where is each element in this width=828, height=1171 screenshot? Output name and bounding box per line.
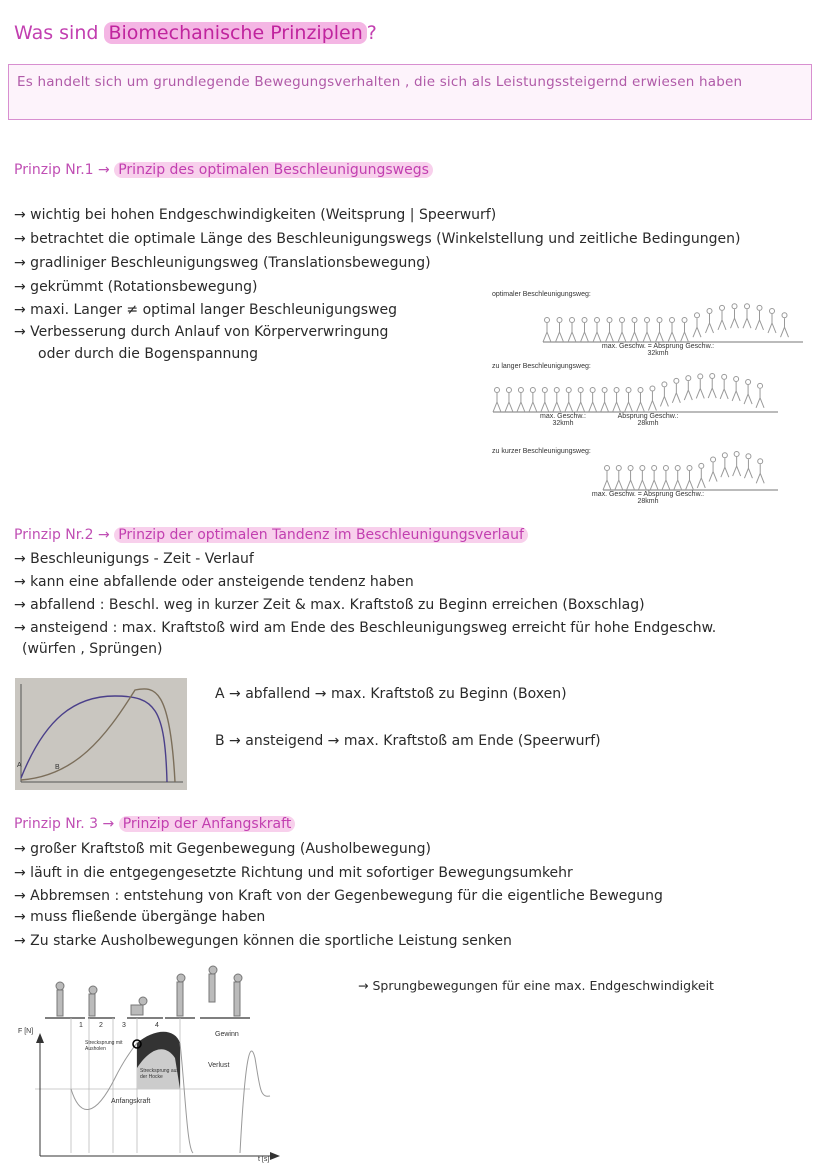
fig-long-takeoff-label: Absprung Geschw.: — [617, 413, 679, 420]
jumper-figure — [616, 466, 621, 471]
initial-force-label: Anfangskraft — [111, 1098, 151, 1105]
jumper-figure — [758, 459, 763, 464]
jumper-figure — [645, 318, 650, 323]
fig-long-max — [533, 413, 593, 427]
jumper-figure — [746, 380, 751, 385]
jumper-figure — [745, 304, 750, 309]
p1-bullet: → Verbesserung durch Anlauf von Körperverwringung — [14, 324, 389, 340]
jumper-figure — [529, 393, 537, 412]
jumper-figure — [744, 459, 752, 478]
jumper-figure — [603, 471, 611, 490]
jumper-figure — [674, 378, 679, 383]
jumper-figure — [708, 379, 716, 398]
p1-bullet: → gekrümmt (Rotationsbewegung) — [14, 279, 258, 295]
jumper-figure — [732, 304, 737, 309]
jumper-figure — [627, 471, 635, 490]
jumper-figure — [681, 323, 689, 342]
p1-name: Prinzip des optimalen Beschleunigungswegs — [114, 162, 433, 178]
fig-label-optimal: optimaler Beschleunigungsweg: — [492, 291, 591, 298]
jumper-figure — [722, 453, 727, 458]
gain-label: Gewinn — [215, 1031, 239, 1038]
jumper-figure — [656, 323, 664, 342]
jumper-figure — [582, 318, 587, 323]
jumper-figure — [648, 392, 656, 411]
tendency-graph-photo — [15, 678, 187, 790]
jumper-figure — [542, 388, 547, 393]
jumper-figure — [613, 393, 621, 412]
jumper-figure — [733, 457, 741, 476]
p3-note: → Sprungbewegungen für eine max. Endgeschwindigkeit — [358, 978, 714, 993]
title-prefix: Was sind — [14, 22, 99, 44]
jumper-figure — [632, 318, 637, 323]
title-suffix: ? — [366, 22, 377, 44]
jumper-figure — [493, 393, 501, 412]
p2-bullet: (würfen , Sprüngen) — [22, 641, 163, 657]
title-highlight: Biomechanische Prinziplen — [104, 22, 366, 44]
jumper-figure — [626, 388, 631, 393]
jumper-figure — [640, 466, 645, 471]
jumper-figure — [620, 318, 625, 323]
jumper-figure — [746, 454, 751, 459]
jumper-figure — [743, 309, 751, 328]
jumper-figure — [720, 305, 725, 310]
jumper-figure — [577, 393, 585, 412]
jumper-figure — [495, 388, 500, 393]
p2-note-b: B → ansteigend → max. Kraftstoß am Ende (Speerwurf) — [215, 733, 601, 749]
fig-label-short: zu kurzer Beschleunigungsweg: — [492, 448, 591, 455]
squat-jump-label: Strecksprung aus der Hocke — [140, 1068, 179, 1080]
p3-bullet: → großer Kraftstoß mit Gegenbewegung (Ausholbewegung) — [14, 841, 431, 857]
jumper-figure — [707, 309, 712, 314]
phase-label: 1 — [79, 1022, 83, 1029]
jumper-figure — [578, 388, 583, 393]
jumper-figure — [628, 466, 633, 471]
jumper-figure — [693, 318, 701, 337]
fig-optimal-speed — [598, 343, 718, 357]
p3-bullet: → Abbremsen : entstehung von Kraft von der Gegenbewegung für die eigentliche Bewegung — [14, 888, 663, 904]
jumper-figure — [660, 387, 668, 406]
jumper-figure — [581, 323, 589, 342]
jumper-figure — [696, 379, 704, 398]
acceleration-path-figure — [488, 285, 818, 510]
jumper-figure — [781, 318, 789, 337]
jumper-figure — [731, 309, 739, 328]
jumper-figure — [565, 393, 573, 412]
jumper-figure — [590, 388, 595, 393]
jumper-figure — [506, 388, 511, 393]
p2-heading — [14, 527, 528, 543]
jumper-figure — [782, 313, 787, 318]
jumper-figure — [697, 469, 705, 488]
loss-label: Verlust — [208, 1062, 230, 1069]
jumper-figure — [756, 311, 764, 330]
jumper-figure — [670, 318, 675, 323]
jumper-figure — [721, 458, 729, 477]
jumper-figure — [625, 393, 633, 412]
p2-bullet: → Beschleunigungs - Zeit - Verlauf — [14, 551, 254, 567]
p1-bullet: → wichtig bei hohen Endgeschwindigkeiten (Weitsprung | Speerwurf) — [14, 207, 497, 223]
jumper-figure — [757, 305, 762, 310]
jumper-figure — [682, 318, 687, 323]
jumper-figure — [605, 466, 610, 471]
p1-label: Prinzip Nr.1 → — [14, 162, 110, 178]
fig-long-max-value: 32kmh — [552, 420, 574, 427]
p2-bullet: → ansteigend : max. Kraftstoß wird am Ende des Beschleunigungsweg erreicht für hohe Endgeschw. — [14, 620, 717, 636]
fig-long-takeoff-value: 28kmh — [637, 420, 659, 427]
jumper-figure — [556, 323, 564, 342]
jumper-figure — [566, 388, 571, 393]
jumper-figure — [543, 323, 551, 342]
jumper-figure — [674, 471, 682, 490]
jumper-figure — [734, 452, 739, 457]
jumper-figure — [570, 318, 575, 323]
jumper-figure — [756, 464, 764, 483]
jumper-figure — [636, 393, 644, 412]
phase-label: 2 — [99, 1022, 103, 1029]
fig-optimal-speed-label: max. Geschw. = Absprung Geschw.: — [601, 343, 715, 350]
jumper-figure — [770, 309, 775, 314]
jumper-figure — [695, 313, 700, 318]
x-axis-label: t [s] — [258, 1156, 270, 1163]
jumper-figure — [631, 323, 639, 342]
jumper-figure — [768, 314, 776, 333]
fig-long-takeoff — [613, 413, 683, 427]
jumper-figure — [722, 374, 727, 379]
jumper-figure — [662, 382, 667, 387]
jumper-figure — [602, 388, 607, 393]
p3-bullet: → Zu starke Ausholbewegungen können die sportliche Leistung senken — [14, 933, 512, 949]
jumper-figure — [663, 466, 668, 471]
curve-a-label: A — [17, 762, 22, 769]
jumper-figure — [687, 466, 692, 471]
jumper-figure — [638, 471, 646, 490]
jumper-figure — [614, 388, 619, 393]
jumper-figure — [638, 388, 643, 393]
jumper-figure — [686, 471, 694, 490]
jumper-figure — [545, 318, 550, 323]
jumper-figure — [657, 318, 662, 323]
jumper-figure — [709, 463, 717, 482]
p2-label: Prinzip Nr.2 → — [14, 527, 110, 543]
jumper-figure — [505, 393, 513, 412]
p3-bullet: → muss fließende übergänge haben — [14, 909, 266, 925]
jumper-figure — [517, 393, 525, 412]
fig-optimal-speed-value: 32kmh — [647, 350, 669, 357]
jumper-figure — [518, 388, 523, 393]
p1-bullet: → maxi. Langer ≠ optimal langer Beschleunigungsweg — [14, 302, 398, 318]
jumper-figure — [718, 311, 726, 330]
tendency-curves — [15, 678, 187, 790]
jumper-figure — [589, 393, 597, 412]
jumper-figure — [615, 471, 623, 490]
jumper-figure — [553, 393, 561, 412]
p1-heading — [14, 162, 433, 178]
jumper-figure — [601, 393, 609, 412]
jumper-figure — [706, 314, 714, 333]
jumper-figure — [650, 471, 658, 490]
jumper-figure — [662, 471, 670, 490]
jumper-figure — [557, 318, 562, 323]
jumper-figure — [710, 374, 715, 379]
jumper-figure — [618, 323, 626, 342]
fig-short-speed-label: max. Geschw. = Absprung Geschw.: — [591, 491, 705, 498]
phase-label: 3 — [122, 1022, 126, 1029]
jumper-figure — [758, 383, 763, 388]
p2-bullet: → kann eine abfallende oder ansteigende tendenz haben — [14, 574, 414, 590]
jumper-figure — [607, 318, 612, 323]
p1-bullet: → betrachtet die optimale Länge des Beschleunigungswegs (Winkelstellung und zeitliche Bedingungen) — [14, 231, 741, 247]
jumper-figure — [650, 386, 655, 391]
jumper-figure — [698, 374, 703, 379]
counter-jump-label: Strecksprung mit Ausholen — [85, 1040, 123, 1052]
jumper-figure — [541, 393, 549, 412]
p3-heading — [14, 816, 295, 832]
force-time-diagram — [15, 958, 280, 1168]
jumper-figure — [595, 318, 600, 323]
fig-label-long: zu langer Beschleunigungsweg: — [492, 363, 591, 370]
p1-bullet: → gradliniger Beschleunigungsweg (Translationsbewegung) — [14, 255, 431, 271]
definition-box: Es handelt sich um grundlegende Bewegungsverhalten , die sich als Leistungssteigernd erwiesen haben — [8, 64, 812, 120]
fig-short-speed — [588, 491, 708, 505]
y-axis-label: F [N] — [18, 1028, 34, 1035]
jumper-figure — [672, 384, 680, 403]
jumper-figure — [699, 463, 704, 468]
jumper-figure — [568, 323, 576, 342]
p2-note-a: A → abfallend → max. Kraftstoß zu Beginn (Boxen) — [215, 686, 567, 702]
fig-short-speed-value: 28kmh — [637, 498, 659, 505]
p3-label: Prinzip Nr. 3 → — [14, 816, 115, 832]
jumper-figure — [593, 323, 601, 342]
jumper-sequence-illustration — [488, 285, 818, 510]
p3-bullet: → läuft in die entgegengesetzte Richtung und mit sofortiger Bewegungsumkehr — [14, 865, 573, 881]
jumper-figure — [684, 381, 692, 400]
jumper-figure — [652, 466, 657, 471]
jumper-figure — [530, 388, 535, 393]
jumper-figure — [643, 323, 651, 342]
jumper-figure — [744, 385, 752, 404]
jumper-figure — [675, 466, 680, 471]
jumper-figure — [554, 388, 559, 393]
phase-label: 4 — [155, 1022, 159, 1029]
jumper-figure — [711, 457, 716, 462]
jumper-figure — [606, 323, 614, 342]
jumper-figure — [734, 376, 739, 381]
page-title — [14, 22, 377, 44]
p2-bullet: → abfallend : Beschl. weg in kurzer Zeit & max. Kraftstoß zu Beginn erreichen (Boxschlag) — [14, 597, 645, 613]
fig-long-max-label: max. Geschw.: — [540, 413, 586, 420]
p3-name: Prinzip der Anfangskraft — [119, 816, 296, 832]
curve-b-label: B — [55, 764, 60, 771]
p1-bullet: oder durch die Bogenspannung — [38, 346, 259, 362]
jumper-figure — [756, 389, 764, 408]
jumper-figure — [686, 376, 691, 381]
jumper-figure — [720, 380, 728, 399]
jumper-figure — [732, 382, 740, 401]
jumper-figure — [668, 323, 676, 342]
p2-name: Prinzip der optimalen Tandenz im Beschleunigungsverlauf — [114, 527, 528, 543]
initial-force-figure — [15, 958, 280, 1168]
